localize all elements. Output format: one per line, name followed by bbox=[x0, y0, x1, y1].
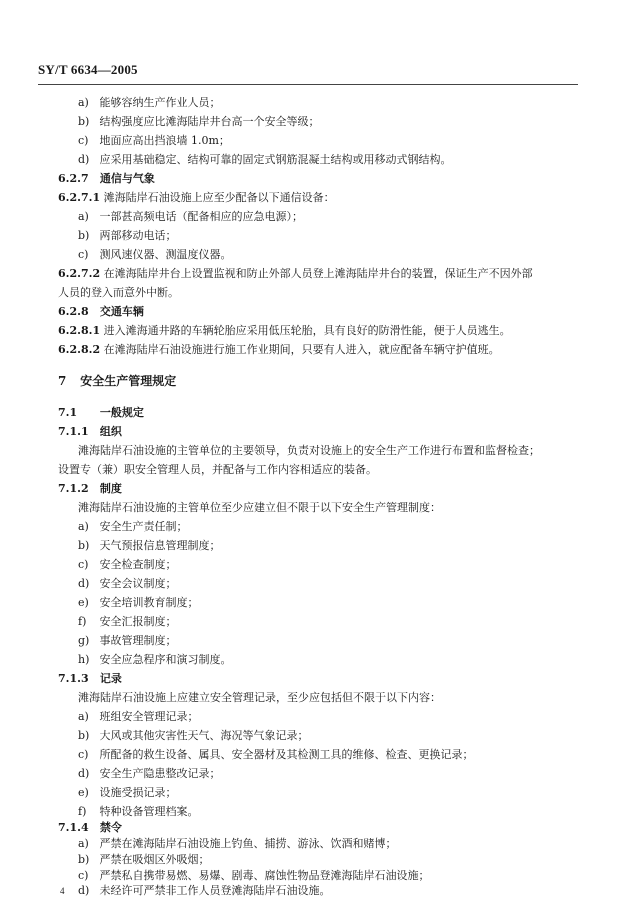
list-item: h) 安全应急程序和演习制度。 bbox=[78, 653, 232, 666]
section-heading-6-2-7: 6.2.7 通信与气象 bbox=[58, 172, 155, 185]
list-item: e) 设施受损记录； bbox=[78, 786, 177, 799]
list-item: b) 两部移动电话； bbox=[78, 229, 177, 242]
list-item: b) 结构强度应比滩海陆岸井台高一个安全等级； bbox=[78, 115, 320, 128]
list-item: c) 严禁私自携带易燃、易爆、剧毒、腐蚀性物品登滩海陆岸石油设施； bbox=[78, 869, 430, 882]
list-item: a) 班组安全管理记录； bbox=[78, 710, 199, 723]
chapter-heading-7: 7 安全生产管理规定 bbox=[58, 374, 177, 388]
clause-6-2-7-2: 6.2.7.2 在滩海陆岸井台上设置监视和防止外部人员登上滩海陆岸井台的装置，保证生产不因外部 bbox=[58, 267, 533, 280]
list-item: f) 安全汇报制度； bbox=[78, 615, 177, 628]
section-heading-7-1-3: 7.1.3 记录 bbox=[58, 672, 122, 685]
list-item: c) 地面应高出挡浪墙 1.0m； bbox=[78, 134, 230, 147]
list-item: b) 严禁在吸烟区外吸烟； bbox=[78, 853, 210, 866]
clause-6-2-7-1: 6.2.7.1 滩海陆岸石油设施上应至少配备以下通信设备： bbox=[58, 191, 335, 204]
list-item: e) 安全培训教育制度； bbox=[78, 596, 199, 609]
document-code-header: SY/T 6634—2005 bbox=[38, 62, 138, 77]
paragraph-7-1-1: 滩海陆岸石油设施的主管单位的主要领导，负责对设施上的安全生产工作进行布置和监督检查； bbox=[78, 444, 540, 457]
list-item: f) 特种设备管理档案。 bbox=[78, 805, 199, 818]
paragraph-7-1-2: 滩海陆岸石油设施的主管单位至少应建立但不限于以下安全生产管理制度： bbox=[78, 501, 441, 514]
list-item: a) 一部甚高频电话（配备相应的应急电源）； bbox=[78, 210, 303, 223]
header-rule bbox=[38, 84, 578, 85]
list-item: g) 事故管理制度； bbox=[78, 634, 177, 647]
clause-6-2-7-2-continued: 人员的登入而意外中断。 bbox=[58, 286, 179, 299]
page-number: 4 bbox=[60, 886, 65, 896]
paragraph-7-1-3: 滩海陆岸石油设施上应建立安全管理记录，至少应包括但不限于以下内容： bbox=[78, 691, 441, 704]
list-item: b) 天气预报信息管理制度； bbox=[78, 539, 221, 552]
list-item: d) 安全会议制度； bbox=[78, 577, 177, 590]
clause-6-2-8-2: 6.2.8.2 在滩海陆岸石油设施进行施工作业期间，只要有人进入，就应配备车辆守护值班。 bbox=[58, 343, 500, 356]
list-item: c) 测风速仪器、测温度仪器。 bbox=[78, 248, 232, 261]
paragraph-7-1-1-continued: 设置专（兼）职安全管理人员，并配备与工作内容相适应的装备。 bbox=[58, 463, 377, 476]
section-heading-7-1: 7.1 一般规定 bbox=[58, 406, 144, 419]
list-item: c) 所配备的救生设备、属具、安全器材及其检测工具的维修、检查、更换记录； bbox=[78, 748, 474, 761]
list-item: c) 安全检查制度； bbox=[78, 558, 177, 571]
section-heading-6-2-8: 6.2.8 交通车辆 bbox=[58, 305, 144, 318]
section-heading-7-1-1: 7.1.1 组织 bbox=[58, 425, 122, 438]
list-item: d) 应采用基础稳定、结构可靠的固定式钢筋混凝土结构或用移动式钢结构。 bbox=[78, 153, 452, 166]
list-item: a) 安全生产责任制； bbox=[78, 520, 188, 533]
list-item: a) 能够容纳生产作业人员； bbox=[78, 96, 221, 109]
section-heading-7-1-2: 7.1.2 制度 bbox=[58, 482, 122, 495]
list-item: d) 安全生产隐患整改记录； bbox=[78, 767, 221, 780]
list-item: b) 大风或其他灾害性天气、海况等气象记录； bbox=[78, 729, 309, 742]
list-item: a) 严禁在滩海陆岸石油设施上钓鱼、捕捞、游泳、饮酒和赌博； bbox=[78, 837, 397, 850]
section-heading-7-1-4: 7.1.4 禁令 bbox=[58, 821, 122, 834]
clause-6-2-8-1: 6.2.8.1 进入滩海通井路的车辆轮胎应采用低压轮胎，具有良好的防滑性能，便于人员逃生。 bbox=[58, 324, 511, 337]
list-item: d) 未经许可严禁非工作人员登滩海陆岸石油设施。 bbox=[78, 884, 331, 897]
